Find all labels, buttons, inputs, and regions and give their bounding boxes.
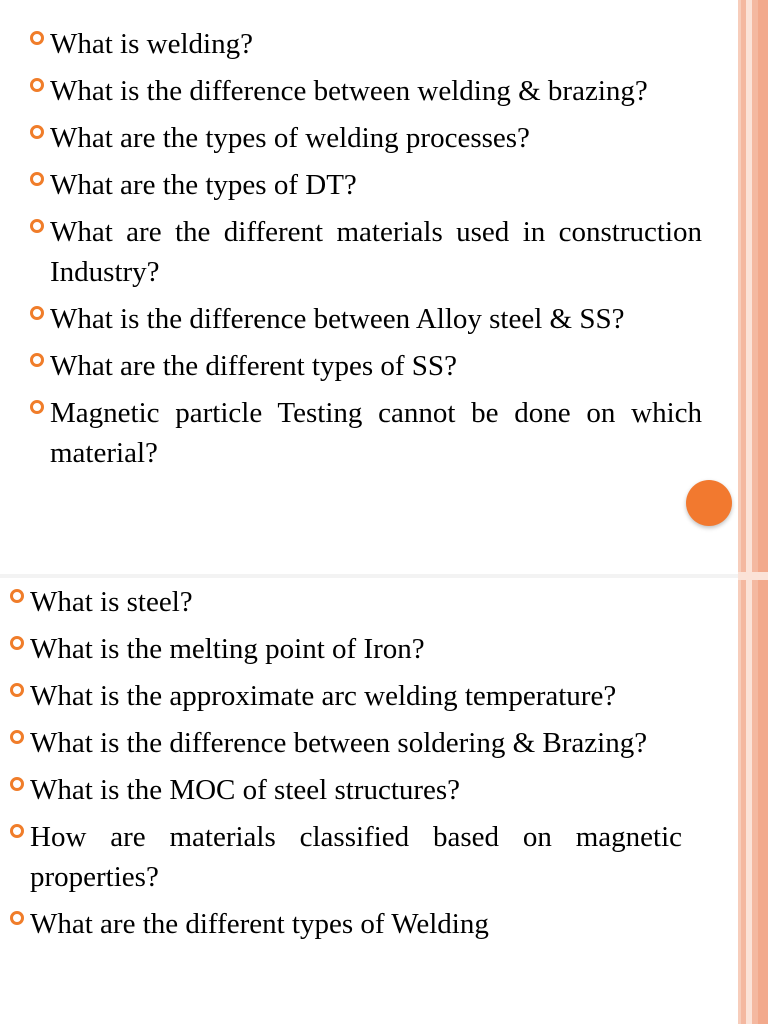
side-bar-gap <box>738 572 768 580</box>
circle-bullet-icon <box>30 31 44 45</box>
side-bar-stripe <box>758 0 768 1024</box>
question-text: What are the different materials used in construction Industry? <box>50 216 702 288</box>
circle-bullet-icon <box>10 683 24 697</box>
circle-bullet-icon <box>10 911 24 925</box>
question-text: What are the types of DT? <box>50 169 357 201</box>
circle-bullet-icon <box>30 78 44 92</box>
question-text: What is the difference between Alloy steel & SS? <box>50 303 625 335</box>
laser-pointer-dot <box>686 480 732 526</box>
question-list-top <box>30 24 702 480</box>
side-bar-stripe <box>738 0 741 1024</box>
question-text: Magnetic particle Testing cannot be done on which material? <box>50 397 702 469</box>
question-text: What is the MOC of steel structures? <box>30 774 461 806</box>
circle-bullet-icon <box>30 400 44 414</box>
list-item <box>10 629 682 669</box>
question-list-bottom <box>10 582 682 951</box>
list-item <box>30 24 702 64</box>
circle-bullet-icon <box>10 824 24 838</box>
list-item <box>30 299 702 339</box>
circle-bullet-icon <box>30 219 44 233</box>
question-text: What is the difference between welding & brazing? <box>50 75 648 107</box>
list-item <box>30 118 702 158</box>
circle-bullet-icon <box>30 125 44 139</box>
list-item <box>30 212 702 292</box>
list-item <box>30 393 702 473</box>
question-text: What is the difference between soldering & Brazing? <box>30 727 648 759</box>
side-bar-stripe <box>746 0 752 1024</box>
list-item <box>10 676 682 716</box>
circle-bullet-icon <box>10 589 24 603</box>
question-text: What is steel? <box>30 586 193 618</box>
question-text: What are the different types of SS? <box>50 350 457 382</box>
question-text: What is the melting point of Iron? <box>30 633 425 665</box>
list-item <box>30 71 702 111</box>
question-text: How are materials classified based on magnetic properties? <box>30 821 682 893</box>
circle-bullet-icon <box>10 636 24 650</box>
list-item <box>10 817 682 897</box>
circle-bullet-icon <box>30 353 44 367</box>
list-item <box>10 770 682 810</box>
decorative-side-bar <box>738 0 768 1024</box>
list-item <box>10 582 682 622</box>
question-text: What is the approximate arc welding temperature? <box>30 680 617 712</box>
question-text: What are the types of welding processes? <box>50 122 530 154</box>
circle-bullet-icon <box>10 730 24 744</box>
slide-bottom <box>0 578 738 1024</box>
question-text: What are the different types of Welding <box>30 908 489 940</box>
question-text: What is welding? <box>50 28 253 60</box>
list-item <box>30 346 702 386</box>
list-item <box>10 723 682 763</box>
list-item <box>30 165 702 205</box>
list-item <box>10 904 682 944</box>
circle-bullet-icon <box>30 172 44 186</box>
circle-bullet-icon <box>10 777 24 791</box>
circle-bullet-icon <box>30 306 44 320</box>
